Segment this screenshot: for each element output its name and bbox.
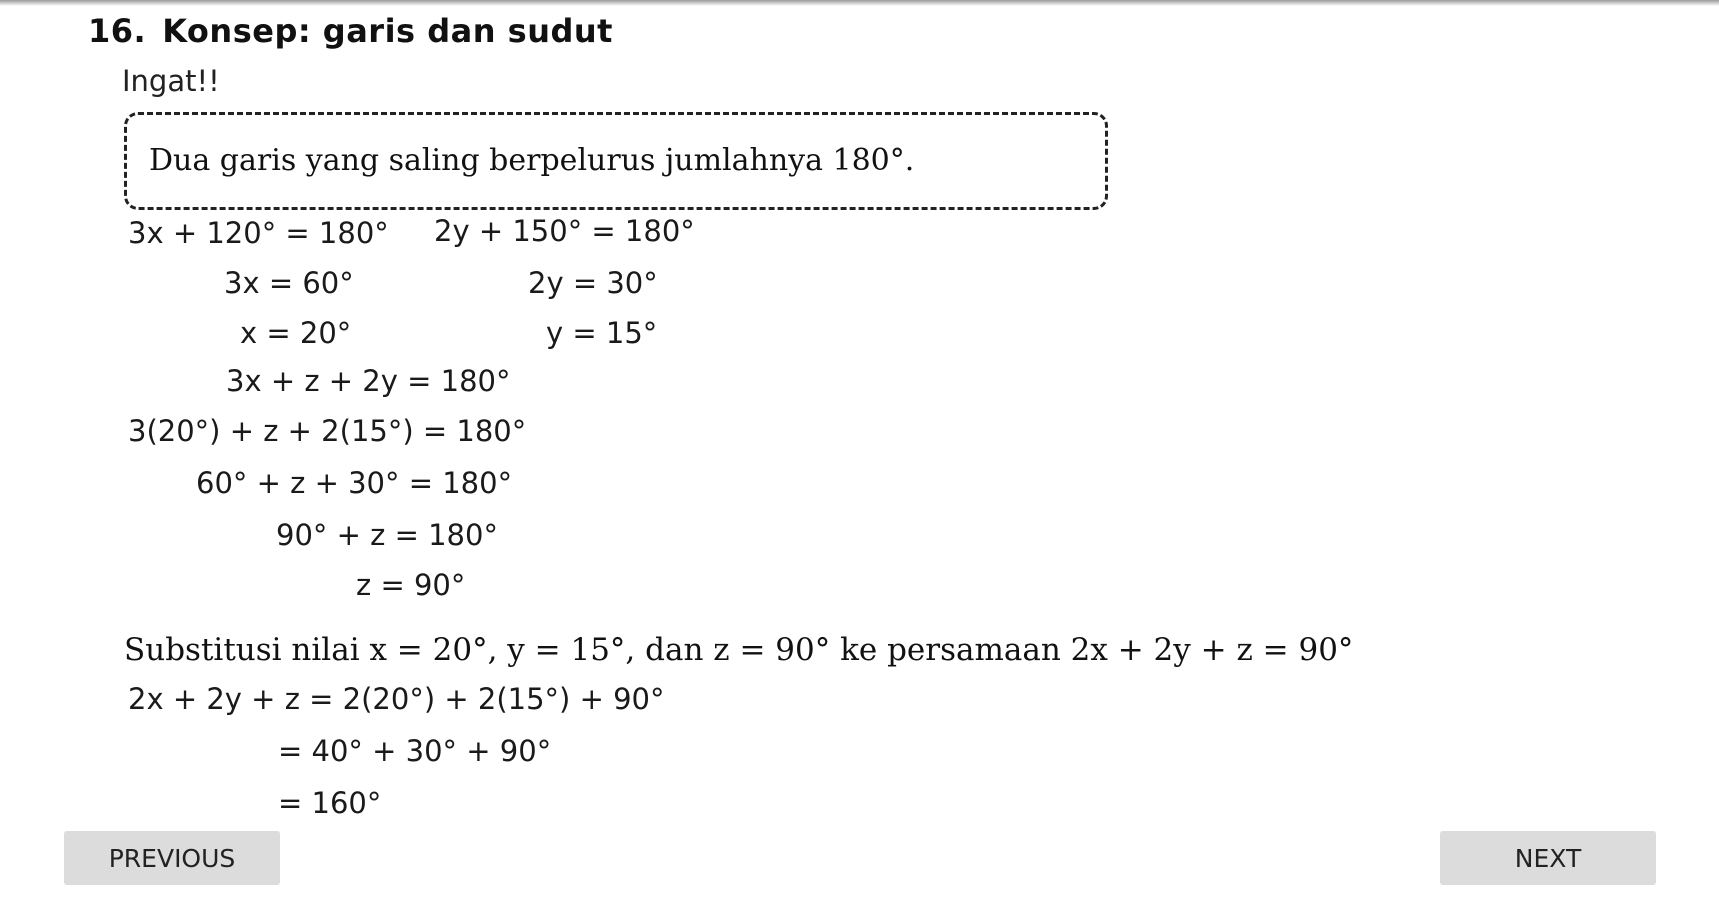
y-step: 2y + 150° = 180°: [434, 214, 695, 248]
rule-box: [124, 112, 1108, 210]
rule-text: Dua garis yang saling berpelurus jumlahnya 180°.: [149, 143, 915, 178]
question-heading: [88, 12, 613, 50]
x-step: x = 20°: [240, 316, 352, 350]
substitution-text: Substitusi nilai x = 20°, y = 15°, dan z = 90° ke persamaan 2x + 2y + z = 90°: [124, 632, 1354, 668]
y-step: 2y = 30°: [528, 266, 658, 300]
question-number: 16.: [88, 12, 147, 50]
z-step: 3x + z + 2y = 180°: [226, 364, 511, 398]
final-step: = 160°: [278, 786, 382, 820]
final-step: = 40° + 30° + 90°: [278, 734, 552, 768]
next-button[interactable]: NEXT: [1440, 831, 1656, 885]
z-step: 90° + z = 180°: [276, 518, 498, 552]
question-title: Konsep: garis dan sudut: [162, 12, 613, 50]
final-step: 2x + 2y + z = 2(20°) + 2(15°) + 90°: [128, 682, 665, 716]
reminder-label: Ingat!!: [122, 64, 220, 98]
x-step: 3x = 60°: [224, 266, 354, 300]
previous-button[interactable]: PREVIOUS: [64, 831, 280, 885]
z-step: 3(20°) + z + 2(15°) = 180°: [128, 414, 527, 448]
z-step: z = 90°: [356, 568, 466, 602]
x-step: 3x + 120° = 180°: [128, 216, 389, 250]
z-step: 60° + z + 30° = 180°: [196, 466, 513, 500]
y-step: y = 15°: [546, 316, 658, 350]
top-edge-shadow: [0, 0, 1719, 6]
